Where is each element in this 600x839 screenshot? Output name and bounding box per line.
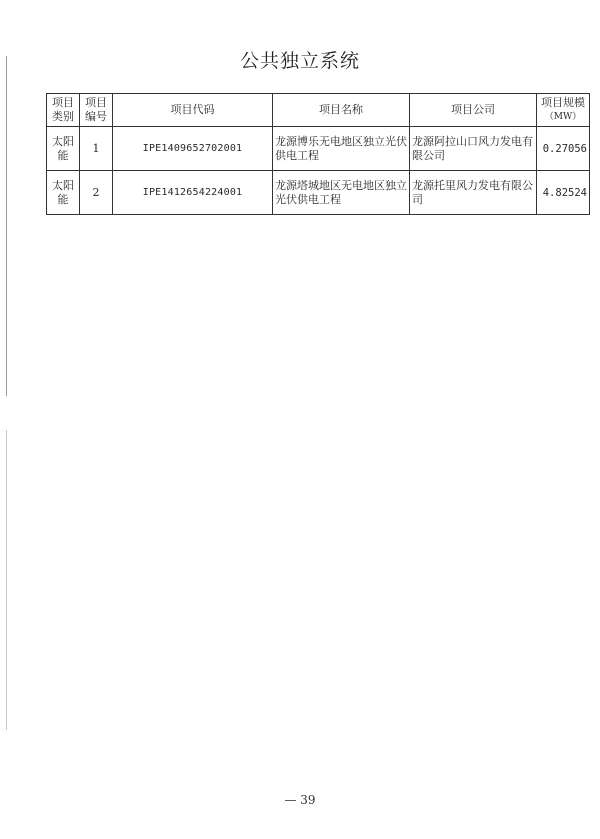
cell-type: 太阳能	[47, 171, 80, 215]
cell-scale: 4.82524	[537, 171, 590, 215]
header-code: 项目代码	[113, 94, 273, 127]
cell-company: 龙源阿拉山口风力发电有限公司	[410, 127, 537, 171]
table-row	[47, 127, 590, 171]
cell-scale: 0.27056	[537, 127, 590, 171]
projects-table	[46, 93, 590, 215]
cell-code: IPE1412654224001	[113, 171, 273, 215]
cell-name: 龙源塔城地区无电地区独立光伏供电工程	[273, 171, 410, 215]
cell-no: 1	[80, 127, 113, 171]
header-company: 项目公司	[410, 94, 537, 127]
cell-no: 2	[80, 171, 113, 215]
cell-company: 龙源托里风力发电有限公司	[410, 171, 537, 215]
header-scale-label: 项目规模	[541, 96, 585, 109]
document-title: 公共独立系统	[239, 50, 360, 72]
page-number: — 39	[284, 793, 316, 807]
scan-edge-line	[6, 56, 7, 396]
cell-name: 龙源博乐无电地区独立光伏供电工程	[273, 127, 410, 171]
header-scale	[537, 94, 590, 127]
cell-code: IPE1409652702001	[113, 127, 273, 171]
header-name: 项目名称	[273, 94, 410, 127]
header-type: 项目类别	[47, 94, 80, 127]
table-header-row	[47, 94, 590, 127]
cell-type: 太阳能	[47, 127, 80, 171]
header-scale-unit: （MW）	[544, 112, 582, 122]
scan-edge-line	[6, 430, 7, 730]
table-row	[47, 171, 590, 215]
header-no: 项目编号	[80, 94, 113, 127]
